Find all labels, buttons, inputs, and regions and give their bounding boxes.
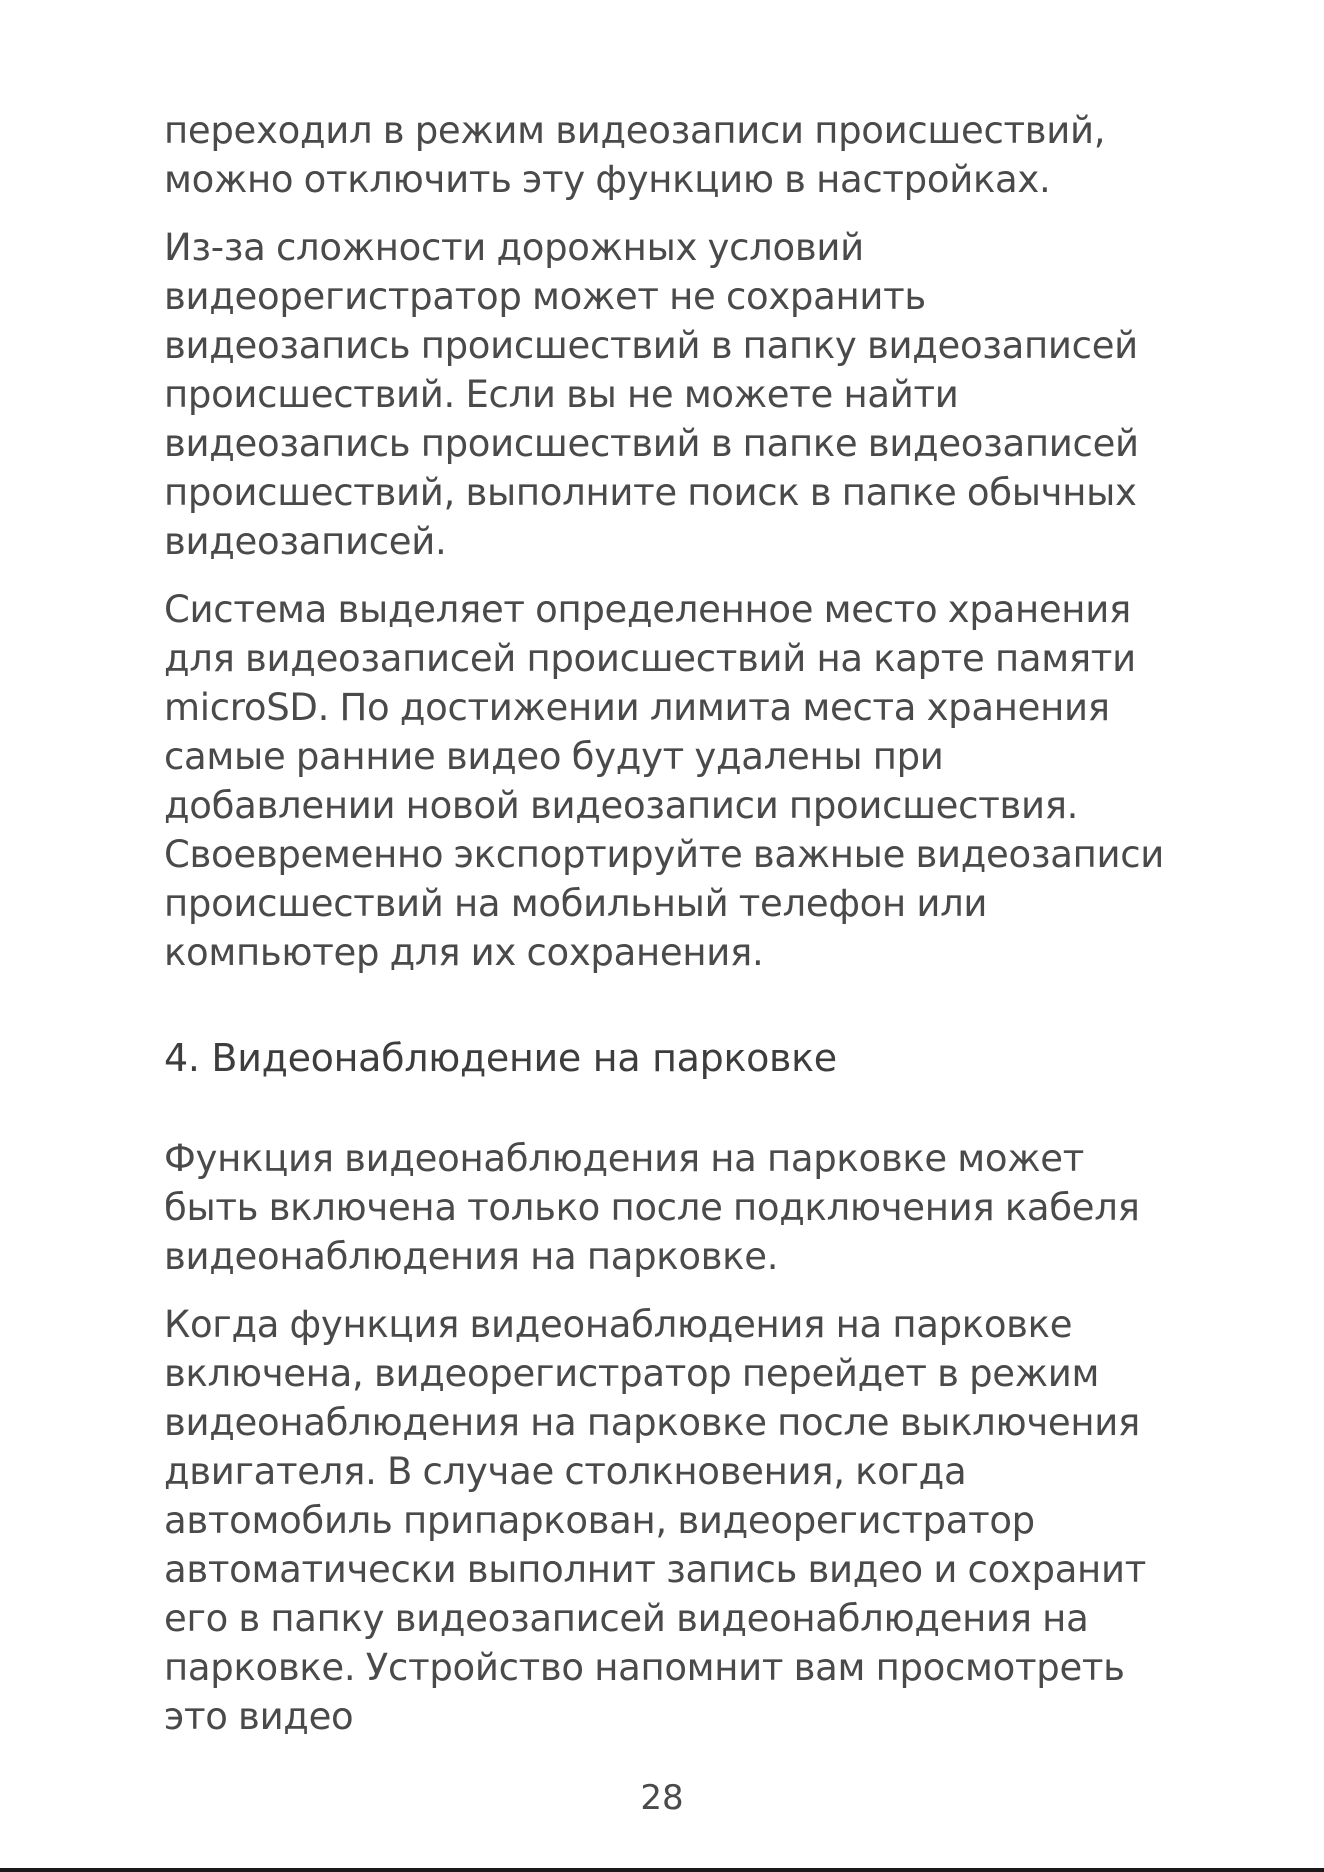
paragraph-parking-mode: Когда функция видеонаблюдения на парковке включена, видеорегистратор перейдет в режим видеонаблюдения на парковке после выключения двигателя. В случае столкновения, когда автомобиль припаркован, видеорегистратор автоматически выполнит запись видео и сохранит его в папку видеозаписей видеонаблюдения на парковке. Устройство напомнит вам просмотреть это видео	[164, 1303, 1146, 1738]
paragraph-road-conditions: Из-за сложности дорожных условий видеорегистратор может не сохранить видеозапись происшествий в папку видеозаписей происшествий. Если вы не можете найти видеозапись происшествий в папке видеозаписей происшествий, выполните поиск в папке обычных видеозаписей.	[164, 226, 1139, 563]
page-number: 28	[640, 1778, 684, 1818]
bottom-border	[0, 1868, 1324, 1872]
paragraph-settings-note: переходил в режим видеозаписи происшествий, можно отключить эту функцию в настройках.	[164, 109, 1106, 201]
paragraph-storage-limit: Система выделяет определенное место хранения для видеозаписей происшествий на карте памяти microSD. По достижении лимита места хранения самые ранние видео будут удалены при добавлении новой видеозаписи происшествия. Своевременно экспортируйте важные видеозаписи происшествий на мобильный телефон или компьютер для их сохранения.	[164, 588, 1165, 974]
page-content	[164, 106, 1174, 1760]
section-heading-parking-monitoring: 4. Видеонаблюдение на парковке	[164, 1036, 837, 1080]
paragraph-parking-cable: Функция видеонаблюдения на парковке может быть включена только после подключения кабеля видеонаблюдения на парковке.	[164, 1137, 1140, 1278]
